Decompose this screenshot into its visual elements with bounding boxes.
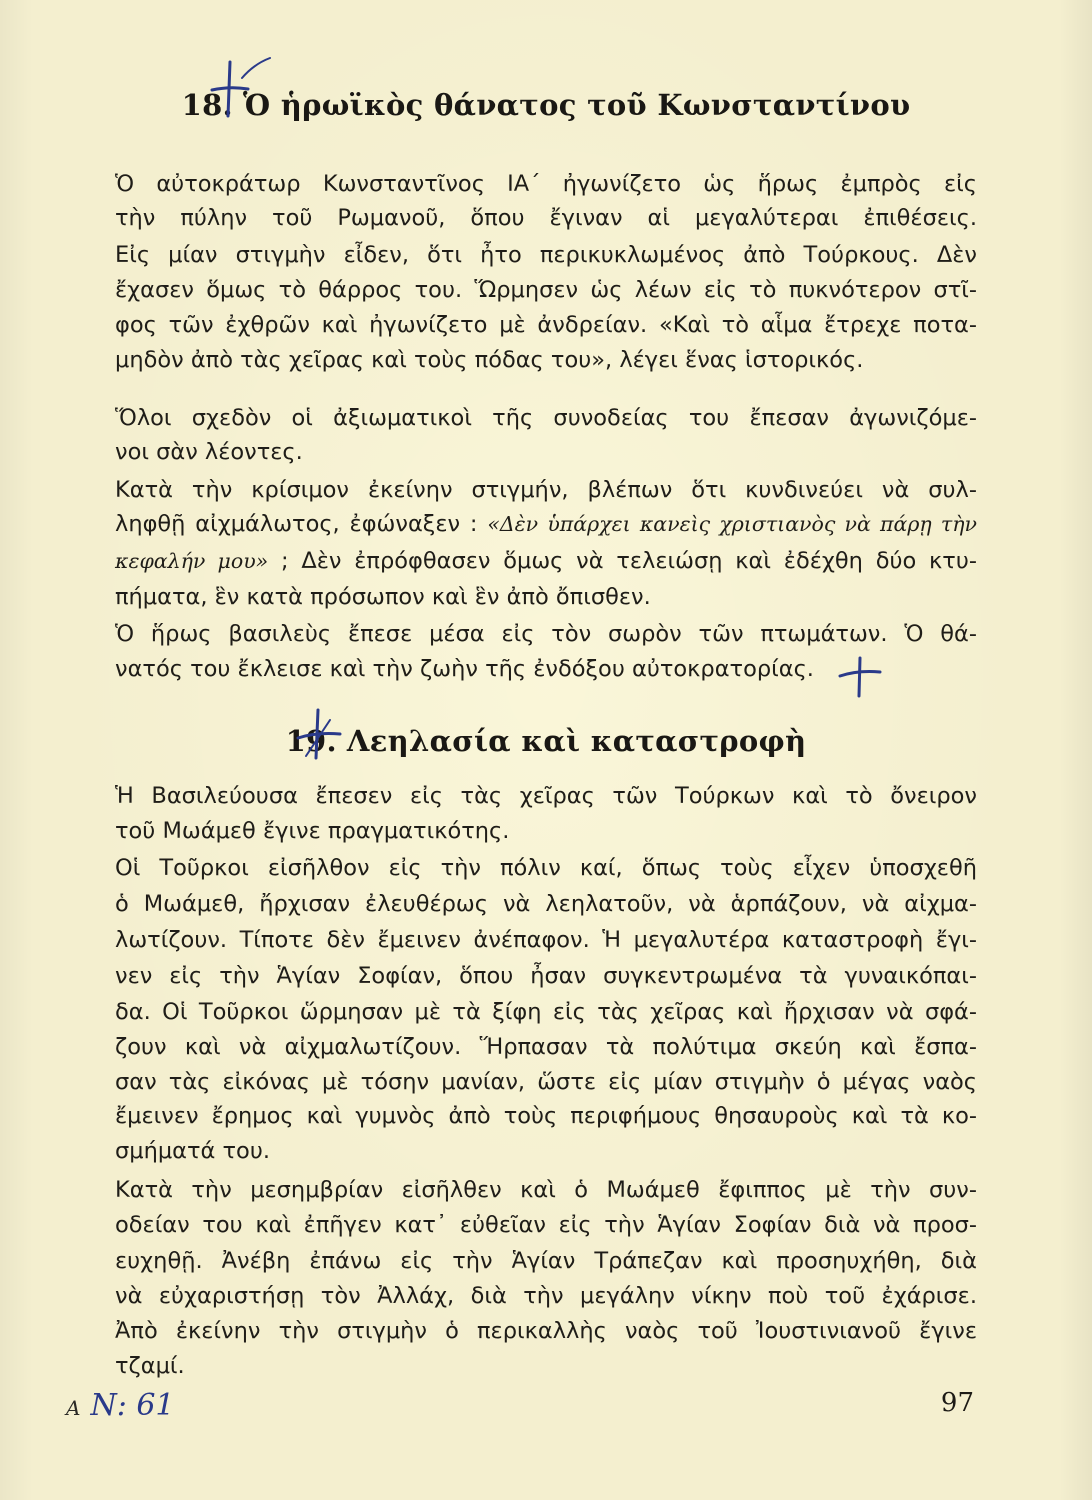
text-line: τὴν πύλην τοῦ Ρωμανοῦ, ὅπου ἔγιναν αἱ μεγαλύτεραι ἐπιθέσεις.	[115, 205, 977, 231]
text-line-with-quote	[115, 508, 977, 540]
text-line: νοι σὰν λέοντες.	[115, 439, 303, 465]
section-18-heading	[0, 88, 1092, 122]
text-line: ζουν καὶ νὰ αἰχμαλωτίζουν. Ἥρπασαν τὰ πολύτιμα σκεύη καὶ ἔσπα-	[115, 1034, 977, 1060]
section-19-heading	[0, 724, 1092, 758]
text-line: τοῦ Μωάμεθ ἔγινε πραγματικότης.	[115, 818, 510, 844]
text-line: ἔμεινεν ἔρημος καὶ γυμνὸς ἀπὸ τοὺς περιφήμους θησαυροὺς καὶ τὰ κο-	[115, 1103, 977, 1129]
pen-cross-mark-icon	[296, 706, 346, 766]
pen-cross-mark-icon	[212, 56, 282, 126]
text-line: οδείαν του καὶ ἐπῆγεν κατ᾽ εὐθεῖαν εἰς τὴν Ἁγίαν Σοφίαν διὰ νὰ προσ-	[115, 1212, 977, 1238]
text-line: Ὁ ἥρως βασιλεὺς ἔπεσε μέσα εἰς τὸν σωρὸν τῶν πτωμάτων. Ὁ θά-	[115, 621, 977, 647]
text-line: νεν εἰς τὴν Ἁγίαν Σοφίαν, ὅπου ἦσαν συγκεντρωμένα τὰ γυναικόπαι-	[115, 963, 977, 989]
page-number: 97	[940, 1388, 974, 1418]
handwritten-catalog-mark	[66, 1388, 175, 1423]
text-segment: ληφθῇ αἰχμάλωτος, ἐφώναξεν :	[115, 511, 488, 537]
section-19-title: Λεηλασία καὶ καταστροφὴ	[346, 724, 807, 758]
text-line: ἔχασεν ὅμως τὸ θάρρος του. Ὥρμησεν ὡς λέων εἰς τὸ πυκνότερον στῖ-	[115, 277, 977, 303]
text-line: ευχηθῇ. Ἀνέβη ἐπάνω εἰς τὴν Ἁγίαν Τράπεζαν καὶ προσηυχήθη, διὰ	[115, 1248, 977, 1274]
text-line: ὁ Μωάμεθ, ἤρχισαν ἐλευθέρως νὰ λεηλατοῦν, νὰ ἁρπάζουν, νὰ αἰχμα-	[115, 891, 977, 917]
text-line: Κατὰ τὴν μεσημβρίαν εἰσῆλθεν καὶ ὁ Μωάμεθ ἔφιππος μὲ τὴν συν-	[115, 1177, 977, 1203]
section-18-title: Ὁ ἡρωϊκὸς θάνατος τοῦ Κωνσταντίνου	[242, 88, 911, 122]
pen-cross-mark-icon	[836, 656, 886, 704]
text-line: νὰ εὐχαριστήσῃ τὸν Ἀλλάχ, διὰ τὴν μεγάλην νίκην ποὺ τοῦ ἐχάρισε.	[115, 1283, 977, 1309]
text-line: Ἡ Βασιλεύουσα ἔπεσεν εἰς τὰς χεῖρας τῶν Τούρκων καὶ τὸ ὄνειρον	[115, 783, 977, 809]
text-line: σμήματά του.	[115, 1138, 270, 1164]
text-line: πήματα, ἓν κατὰ πρόσωπον καὶ ἓν ἀπὸ ὄπισθεν.	[115, 584, 651, 610]
text-line: φος τῶν ἐχθρῶν καὶ ἠγωνίζετο μὲ ἀνδρείαν. «Καὶ τὸ αἷμα ἔτρεχε ποτα-	[115, 312, 977, 338]
text-line: δα. Οἱ Τοῦρκοι ὥρμησαν μὲ τὰ ξίφη εἰς τὰς χεῖρας καὶ ἤρχισαν νὰ σφά-	[115, 999, 977, 1025]
text-line: Ἀπὸ ἐκείνην τὴν στιγμὴν ὁ περικαλλὴς ναὸς τοῦ Ἰουστινιανοῦ ἔγινε	[115, 1318, 977, 1344]
quote-segment: κεφαλήν μου»	[115, 549, 269, 573]
text-line: μηδὸν ἀπὸ τὰς χεῖρας καὶ τοὺς πόδας του», λέγει ἕνας ἱστορικός.	[115, 347, 864, 373]
text-line: Κατὰ τὴν κρίσιμον ἐκείνην στιγμήν, βλέπων ὅτι κυνδινεύει νὰ συλ-	[115, 477, 977, 503]
text-segment: ; Δὲν ἐπρόφθασεν ὅμως νὰ τελειώσῃ καὶ ἐδέχθη δύο κτυ-	[268, 548, 977, 574]
text-line: τζαμί.	[115, 1353, 185, 1379]
text-line: Ὅλοι σχεδὸν οἱ ἀξιωματικοὶ τῆς συνοδείας του ἔπεσαν ἀγωνιζόμε-	[115, 405, 977, 431]
text-line: σαν τὰς εἰκόνας μὲ τόσην μανίαν, ὥστε εἰς μίαν στιγμὴν ὁ μέγας ναὸς	[115, 1069, 977, 1095]
catalog-mark-small: Α	[66, 1396, 81, 1420]
text-line: Οἱ Τοῦρκοι εἰσῆλθον εἰς τὴν πόλιν καί, ὅπως τοὺς εἶχεν ὑποσχεθῆ	[115, 855, 977, 881]
quote-segment: «Δὲν ὑπάρχει κανεὶς χριστιανὸς νὰ πάρῃ τὴν	[487, 512, 977, 536]
handwritten-number: Ν: 61	[90, 1388, 175, 1423]
text-line: λωτίζουν. Τίποτε δὲν ἔμεινεν ἀνέπαφον. Ἡ μεγαλυτέρα καταστροφὴ ἔγι-	[115, 927, 977, 953]
text-line: Εἰς μίαν στιγμὴν εἶδεν, ὅτι ἦτο περικυκλωμένος ἀπὸ Τούρκους. Δὲν	[115, 242, 977, 268]
section-19-number: 19.	[285, 724, 337, 758]
text-line: Ὁ αὐτοκράτωρ Κωνσταντῖνος ΙΑ΄ ἠγωνίζετο ὡς ἥρως ἐμπρὸς εἰς	[115, 171, 977, 197]
text-line-with-quote	[115, 545, 977, 577]
section-18-number: 18.	[181, 88, 233, 122]
text-line: νατός του ἔκλεισε καὶ τὴν ζωὴν τῆς ἐνδόξου αὐτοκρατορίας.	[115, 656, 814, 682]
